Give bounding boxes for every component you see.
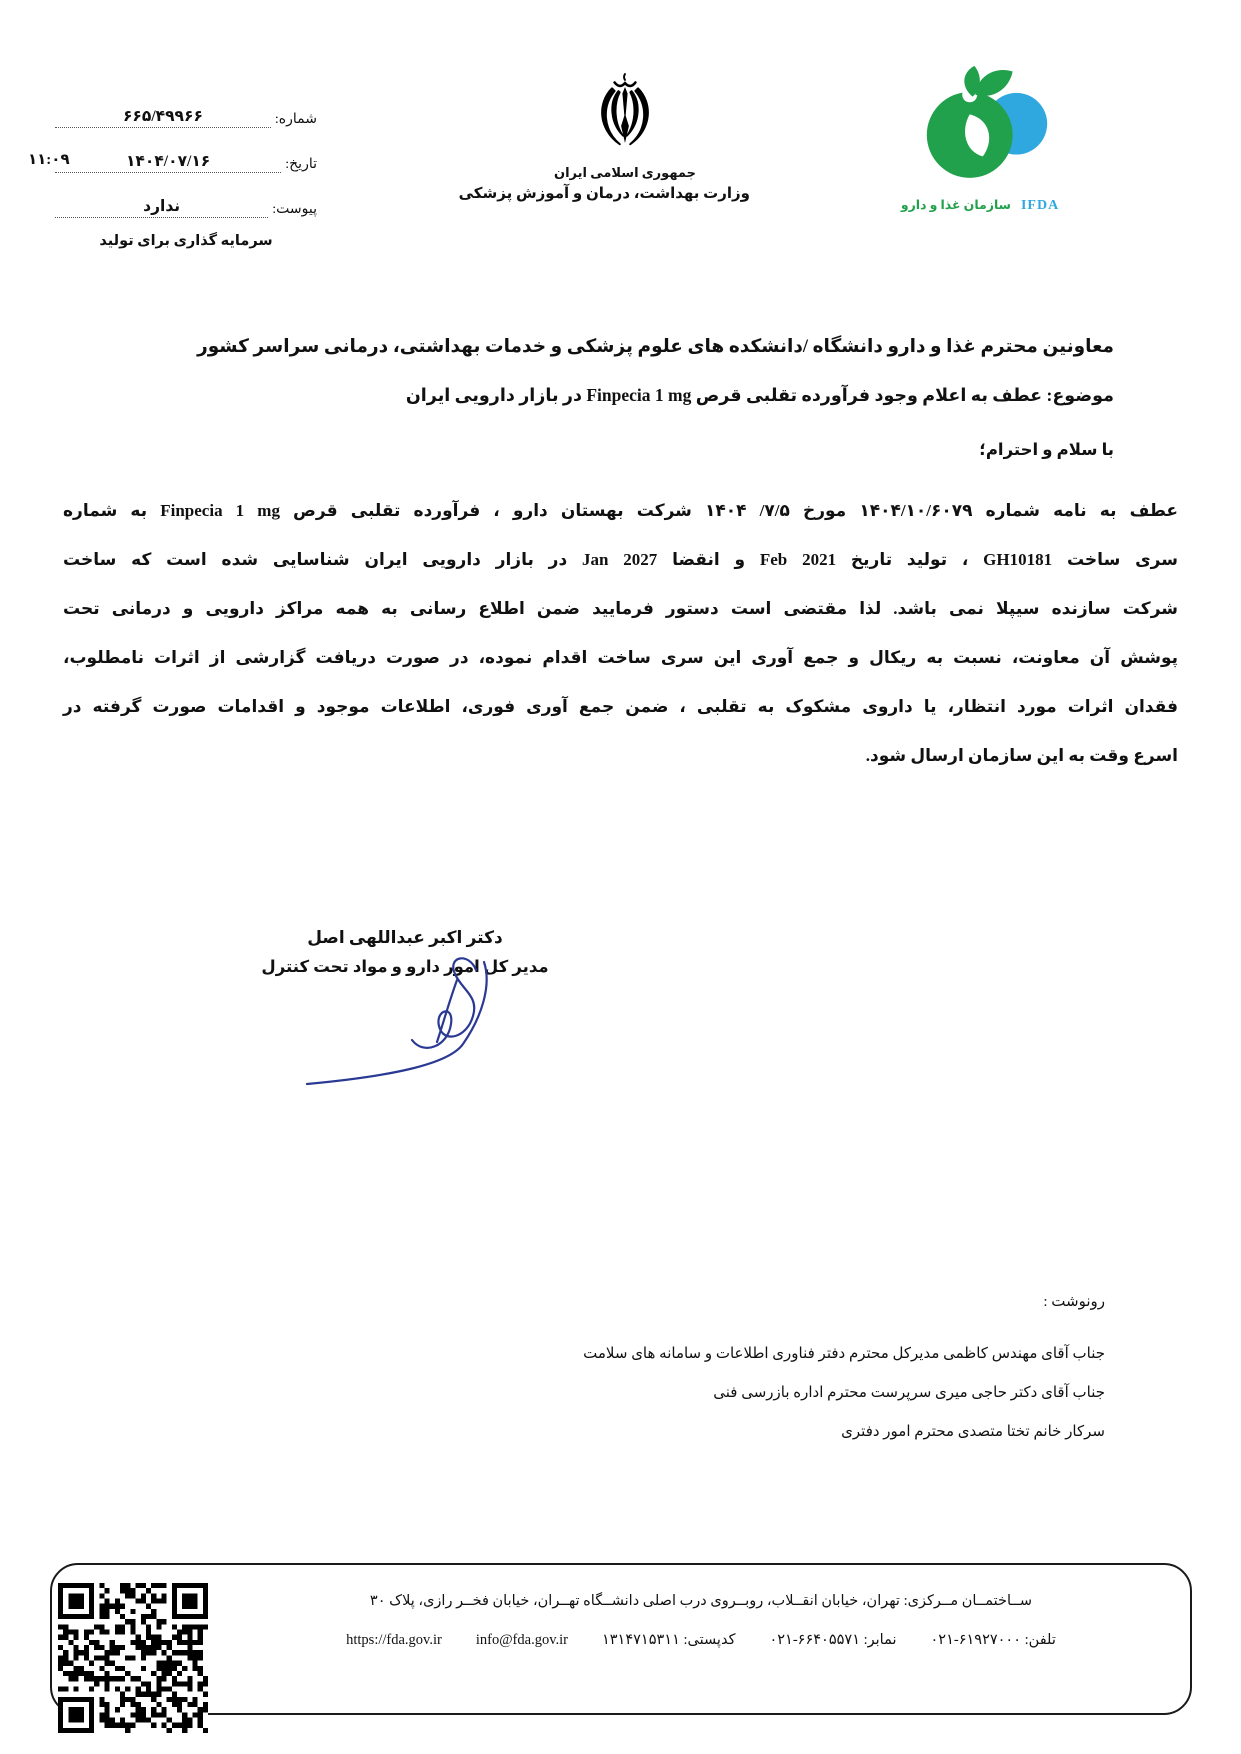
footer-phone-value: ۰۲۱-۶۱۹۲۷۰۰۰ [930, 1632, 1022, 1648]
letter-date-row [55, 143, 317, 173]
paragraph-line: سری ساخت GH10181 ، تولید تاریخ Feb 2021 و انقضا Jan 2027 در بازار دارویی ایران شناسایی شده است که ساخت [63, 550, 1178, 569]
letter-attachment-row [55, 188, 317, 218]
ifda-logo-icon [899, 177, 1061, 194]
letter-number-value: ۶۶۵/۴۹۹۶۶ [55, 107, 271, 128]
footer-box [50, 1563, 1192, 1715]
footer-address: ســاختمــان مــرکزی: تهران، خیابان انقــلاب، روبــروی درب اصلی دانشــگاه تهــران، خیابان فخــر رازی، پلاک ۳۰ [369, 1593, 1033, 1609]
subject-line: موضوع: عطف به اعلام وجود فرآورده تقلبی قرص Finpecia 1 mg در بازار دارویی ایران [405, 385, 1114, 405]
emblem-country-text: جمهوری اسلامی ایران [553, 165, 696, 180]
signature-block [243, 928, 567, 977]
footer-postal-code [602, 1632, 736, 1649]
paragraph-line: عطف به نامه شماره ۱۴۰۴/۱۰/۶۰۷۹ مورخ ۷/۵/ ۱۴۰۴ شرکت بهستان دارو ، فرآورده تقلبی قرص Finpecia 1 mg به شماره [63, 501, 1178, 520]
letter-date-label: تاریخ: [285, 157, 317, 172]
letter-attachment-value: ندارد [55, 197, 268, 218]
letter-time: ۱۱:۰۹ [28, 152, 70, 168]
cc-label: رونوشت : [1043, 1294, 1105, 1310]
letter-date-value: ۱۴۰۴/۰۷/۱۶ [55, 152, 281, 173]
ifda-org-name: سازمان غذا و دارو [900, 198, 1011, 212]
paragraph-line: فقدان اثرات مورد انتظار، یا داروی مشکوک به تقلبی ، ضمن جمع آوری فوری، اطلاعات موجود و اقدامات صورت گرفته در [63, 697, 1178, 716]
letter-meta-block [55, 98, 317, 250]
signatory-title: مدیر کل امور دارو و مواد تحت کنترل [261, 957, 549, 976]
iran-emblem-icon [586, 145, 664, 162]
letter-body [63, 336, 1178, 780]
paragraph-line: اسرع وقت به این سازمان ارسال شود. [865, 746, 1178, 765]
cc-item: سرکار خانم تختا متصدی محترم امور دفتری [841, 1424, 1105, 1440]
main-paragraph [63, 486, 1178, 780]
cc-block [325, 1292, 1105, 1452]
footer-postal-value: ۱۳۱۴۷۱۵۳۱۱ [601, 1632, 680, 1648]
footer-website: https://fda.gov.ir [346, 1632, 442, 1648]
letter-number-row [55, 98, 317, 128]
footer-email: info@fda.gov.ir [475, 1632, 568, 1648]
footer-fax-label: نمابر: [863, 1632, 897, 1648]
signatory-name: دکتر اکبر عبداللهی اصل [307, 928, 503, 947]
footer-fax [769, 1632, 896, 1649]
footer-phone-label: تلفن: [1024, 1632, 1056, 1648]
cc-item: جناب آقای دکتر حاجی میری سرپرست محترم اداره بازرسی فنی [713, 1385, 1105, 1401]
paragraph-line: شرکت سازنده سیپلا نمی باشد. لذا مقتضی است دستور فرمایید ضمن اطلاع رسانی به همه مراکز دارویی و درمانی تحت [63, 599, 1178, 618]
paragraph-line: پوشش آن معاونت، نسبت به ریکال و جمع آوری این سری ساخت اقدام نموده، در صورت دریافت گزارشی از اثرات نامطلوب، [63, 648, 1178, 667]
national-emblem-block [458, 72, 750, 203]
footer-postal-label: کدپستی: [683, 1632, 736, 1648]
ifda-logo-block [882, 64, 1078, 214]
emblem-ministry-text: وزارت بهداشت، درمان و آموزش پزشکی [458, 186, 750, 202]
cc-item: جناب آقای مهندس کاظمی مدیرکل محترم دفتر فناوری اطلاعات و سامانه های سلامت [583, 1346, 1105, 1362]
letter-number-label: شماره: [274, 112, 317, 127]
ifda-acronym: IFDA [1020, 198, 1060, 213]
recipient-line: معاونین محترم غذا و دارو دانشگاه /دانشکده های علوم پزشکی و خدمات بهداشتی، درمانی سراسر کشور [197, 337, 1114, 357]
salutation-line: با سلام و احترام؛ [979, 440, 1114, 459]
footer-fax-value: ۰۲۱-۶۶۴۰۵۵۷۱ [769, 1632, 860, 1648]
footer-phone [931, 1632, 1056, 1649]
letter-slogan: سرمایه گذاری برای تولید [99, 233, 273, 249]
letter-attachment-label: پیوست: [272, 202, 317, 217]
qr-code [58, 1576, 208, 1740]
footer-contacts [252, 1632, 1150, 1649]
